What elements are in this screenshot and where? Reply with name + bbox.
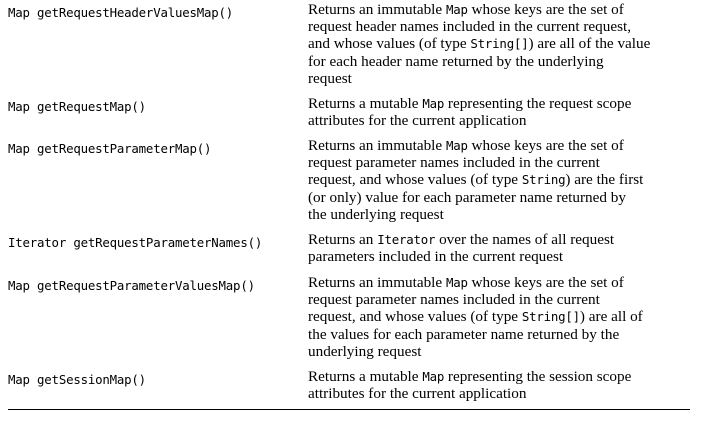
description-text: representing the request scope xyxy=(444,95,632,112)
method-description xyxy=(308,274,688,360)
description-text: attributes for the current application xyxy=(308,385,527,403)
description-text: request header names included in the current request, xyxy=(308,18,632,36)
description-text: request xyxy=(308,69,352,87)
description-line xyxy=(308,326,688,343)
description-line xyxy=(308,343,688,360)
description-line xyxy=(308,308,688,325)
inline-code: String[] xyxy=(470,36,529,52)
description-line xyxy=(308,35,688,52)
method-signature: Map getRequestMap() xyxy=(8,99,146,114)
description-text: Returns an xyxy=(308,231,378,248)
description-text: request parameter names included in the current xyxy=(308,291,600,309)
description-line xyxy=(308,274,688,291)
inline-code: String xyxy=(521,172,566,188)
description-text: the values for each parameter name returned by the xyxy=(308,325,620,343)
description-text: the underlying request xyxy=(308,205,444,223)
method-description xyxy=(308,1,688,87)
description-text: ) are the first xyxy=(565,171,644,189)
description-text: Returns an immutable xyxy=(308,1,446,18)
description-line xyxy=(308,112,688,129)
method-signature: Map getRequestParameterValuesMap() xyxy=(8,278,255,293)
inline-code: Map xyxy=(445,275,468,290)
description-line xyxy=(308,18,688,35)
description-text: ) are all of xyxy=(579,308,643,326)
description-line xyxy=(308,171,688,188)
inline-code: Iterator xyxy=(377,232,436,247)
description-text: request, and whose values (of type xyxy=(308,308,522,326)
description-line xyxy=(308,70,688,87)
inline-code: String[] xyxy=(521,309,580,325)
description-text: for each header name returned by the underlying xyxy=(308,52,604,70)
description-line xyxy=(308,137,688,154)
method-signature: Map getSessionMap() xyxy=(8,372,146,387)
description-line xyxy=(308,53,688,70)
description-text: ) are all of the value xyxy=(528,35,651,53)
description-line xyxy=(308,368,688,385)
description-line xyxy=(308,231,688,248)
description-text: attributes for the current application xyxy=(308,112,527,130)
description-line xyxy=(308,385,688,402)
method-signature: Map getRequestHeaderValuesMap() xyxy=(8,5,234,20)
description-text: underlying request xyxy=(308,342,422,360)
description-text: request, and whose values (of type xyxy=(308,171,522,189)
description-line xyxy=(308,95,688,112)
description-text: request parameter names included in the current xyxy=(308,154,600,172)
description-text: Returns a mutable xyxy=(308,95,423,112)
description-text: whose keys are the set of xyxy=(467,1,624,18)
description-text: Returns an immutable xyxy=(308,274,446,291)
description-text: Returns a mutable xyxy=(308,368,423,385)
method-signature: Iterator getRequestParameterNames() xyxy=(8,235,263,250)
description-line xyxy=(308,1,688,18)
description-text: whose keys are the set of xyxy=(467,137,624,154)
table-bottom-rule xyxy=(8,409,690,410)
method-description xyxy=(308,137,688,223)
description-text: (or only) value for each parameter name returned by xyxy=(308,188,626,206)
method-signature: Map getRequestParameterMap() xyxy=(8,141,212,156)
method-description xyxy=(308,231,688,265)
inline-code: Map xyxy=(422,96,445,111)
description-line xyxy=(308,154,688,171)
inline-code: Map xyxy=(422,369,445,384)
description-text: parameters included in the current request xyxy=(308,248,564,266)
inline-code: Map xyxy=(445,138,468,153)
description-line xyxy=(308,189,688,206)
description-line xyxy=(308,248,688,265)
description-text: whose keys are the set of xyxy=(467,274,624,291)
description-text: representing the session scope xyxy=(444,368,632,385)
description-line xyxy=(308,291,688,308)
method-description xyxy=(308,368,688,402)
inline-code: Map xyxy=(445,2,468,17)
description-text: and whose values (of type xyxy=(308,35,471,53)
description-text: over the names of all request xyxy=(435,231,615,248)
description-line xyxy=(308,206,688,223)
method-description xyxy=(308,95,688,129)
description-text: Returns an immutable xyxy=(308,137,446,154)
